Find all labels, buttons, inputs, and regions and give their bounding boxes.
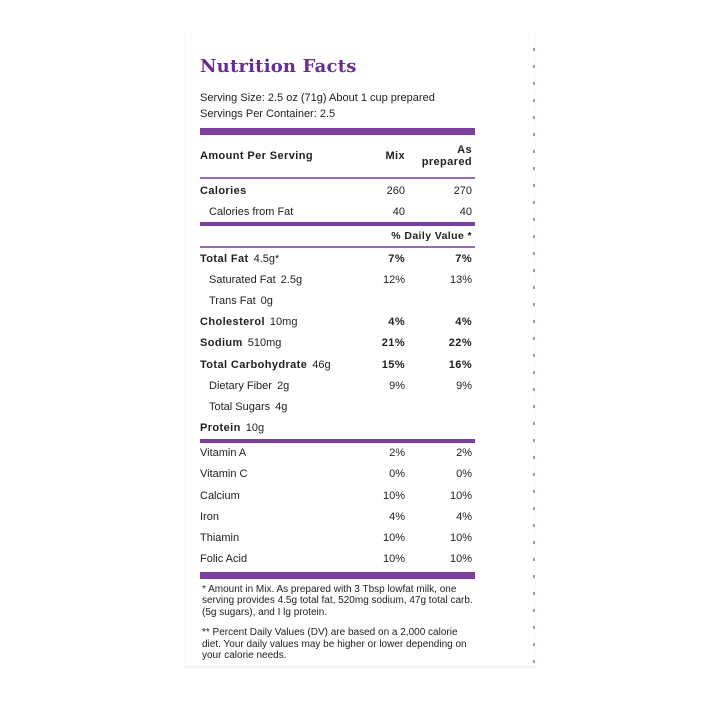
daily-value-heading: % Daily Value * — [391, 230, 472, 242]
nutrient-row — [200, 396, 475, 417]
nutrient-label: Dietary Fiber — [209, 379, 272, 392]
calories-from-fat-mix: 40 — [392, 206, 405, 218]
nutrient-name — [200, 422, 345, 434]
nutrient-name — [200, 253, 345, 265]
calories-from-fat-label: Calories from Fat — [209, 206, 294, 218]
nutrient-label: Saturated Fat — [209, 273, 276, 286]
panel-edge-divider — [533, 48, 535, 668]
column-prepared-label — [405, 144, 475, 168]
vitamin-row — [200, 506, 475, 527]
nutrient-row — [200, 269, 475, 290]
vitamin-name: Vitamin C — [200, 468, 248, 481]
calories-mix: 260 — [386, 184, 405, 197]
nutrient-label: Total Sugars — [209, 400, 271, 413]
nutrient-label: Protein — [200, 422, 241, 435]
nutrient-name — [200, 359, 345, 371]
vitamin-row — [200, 485, 475, 506]
vitamin-dv-mix: 10% — [382, 532, 405, 545]
nutrient-dv-prepared: 13% — [449, 273, 472, 286]
nutrient-amount: 10mg — [269, 316, 298, 329]
vitamin-dv-mix: 10% — [382, 489, 405, 502]
vitamin-name: Vitamin A — [200, 447, 247, 460]
nutrient-name — [200, 337, 345, 349]
footnote-amount-in-mix: * Amount in Mix. As prepared with 3 Tbsp lowfat milk, one serving provides 4.5g total fat, 520mg sodium, 47g total carb. (5g sugars), and I lg protein. — [202, 583, 473, 618]
vitamin-row — [200, 464, 475, 485]
nutrient-amount: 510mg — [247, 337, 282, 350]
nutrient-dv-mix: 12% — [382, 273, 405, 286]
calories-from-fat-prepared: 40 — [459, 206, 472, 218]
vitamin-dv-prepared: 4% — [456, 510, 472, 523]
column-prepared-line1: As — [457, 144, 472, 156]
divider-thick — [200, 128, 475, 135]
nutrient-dv-prepared: 4% — [455, 316, 472, 329]
nutrient-dv-mix: 7% — [388, 252, 405, 265]
vitamin-dv-prepared: 2% — [456, 447, 472, 460]
vitamin-name: Folic Acid — [200, 553, 248, 566]
nutrient-amount: 2.5g — [280, 273, 303, 286]
nutrient-dv-prepared: 9% — [456, 379, 472, 392]
calories-from-fat-row — [200, 202, 475, 222]
nutrient-amount: 2g — [276, 379, 290, 392]
nutrient-amount: 46g — [312, 358, 331, 371]
column-prepared-line2: prepared — [421, 156, 472, 168]
nutrient-dv-mix: 4% — [388, 316, 405, 329]
nutrition-facts-label — [200, 52, 475, 671]
vitamin-name: Calcium — [200, 489, 240, 502]
vitamin-dv-mix: 0% — [389, 468, 405, 481]
nutrient-label: Trans Fat — [209, 294, 256, 307]
nutrient-dv-prepared: 16% — [448, 358, 472, 371]
column-mix-label: Mix — [385, 150, 405, 162]
serving-size: Serving Size: 2.5 oz (71g) About 1 cup prepared — [200, 92, 435, 104]
nutrient-amount: 0g — [260, 294, 273, 307]
nutrient-dv-mix: 21% — [381, 337, 405, 350]
nutrient-row — [200, 290, 475, 311]
nutrient-label: Total Fat — [200, 252, 249, 265]
vitamin-dv-prepared: 0% — [456, 468, 472, 481]
nutrient-amount: 4g — [275, 400, 288, 413]
vitamin-dv-prepared: 10% — [449, 553, 472, 566]
vitamin-dv-mix: 2% — [389, 447, 405, 460]
footnote-daily-values: ** Percent Daily Values (DV) are based on a 2,000 calorie diet. Your daily values may be higher or lower depending on your calorie needs. — [202, 627, 467, 662]
nutrient-row — [200, 354, 475, 375]
vitamin-row — [200, 527, 475, 548]
nutrient-row — [200, 418, 475, 439]
nutrient-row — [200, 312, 475, 333]
table-header — [200, 135, 475, 177]
nutrient-row — [200, 333, 475, 354]
nutrient-label: Total Carbohydrate — [200, 358, 308, 371]
nutrient-name — [200, 380, 345, 392]
nutrient-row — [200, 248, 475, 269]
vitamin-row — [200, 549, 475, 570]
vitamin-name: Thiamin — [200, 532, 240, 545]
calories-prepared: 270 — [453, 184, 472, 197]
calories-label: Calories — [200, 184, 247, 197]
amount-per-serving-label: Amount Per Serving — [200, 150, 313, 162]
nutrient-name — [200, 401, 345, 413]
vitamin-dv-mix: 4% — [389, 510, 405, 523]
nutrient-label: Cholesterol — [200, 316, 265, 329]
nutrient-dv-mix: 15% — [381, 358, 405, 371]
nutrient-name — [200, 274, 345, 286]
vitamin-dv-mix: 10% — [382, 553, 405, 566]
nutrient-list — [200, 248, 475, 439]
nutrient-name — [200, 316, 345, 328]
nutrient-dv-prepared: 7% — [455, 252, 472, 265]
nutrient-label: Sodium — [200, 337, 243, 350]
calories-row — [200, 179, 475, 202]
label-title: Nutrition Facts — [200, 56, 357, 77]
footnotes — [200, 584, 475, 662]
nutrient-amount: 4.5g* — [253, 252, 280, 265]
divider-thick — [200, 572, 475, 579]
nutrient-row — [200, 375, 475, 396]
vitamin-dv-prepared: 10% — [449, 489, 472, 502]
nutrient-name — [200, 295, 345, 307]
servings-per-container: Servings Per Container: 2.5 — [200, 107, 336, 120]
vitamin-name: Iron — [200, 510, 219, 523]
vitamin-dv-prepared: 10% — [449, 532, 472, 545]
vitamin-row — [200, 443, 475, 464]
nutrient-dv-mix: 9% — [389, 379, 405, 392]
vitamin-list — [200, 443, 475, 570]
nutrient-dv-prepared: 22% — [448, 337, 472, 350]
nutrient-amount: 10g — [245, 422, 265, 435]
